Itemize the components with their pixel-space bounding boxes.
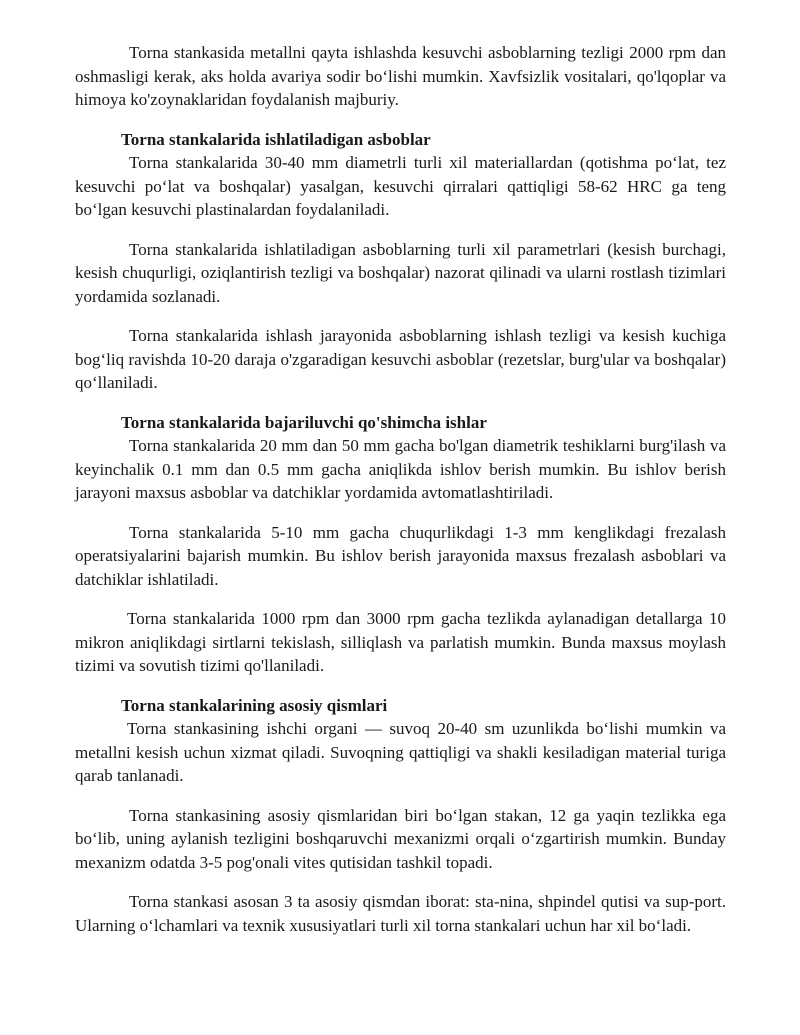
heading-tools: Torna stankalarida ishlatiladigan asboblar — [121, 129, 431, 149]
paragraph-polishing: Torna stankalarida 1000 rpm dan 3000 rpm gacha tezlikda aylanadigan detallarga 10 mikron aniqlikdagi sirtlarni tekislash, silliqlash va parlatish mumkin. Bunda maxsus moylash tizimi va sovutish tizimi qo'llaniladi. — [75, 609, 726, 675]
heading-additional-work: Torna stankalarida bajariluvchi qo'shimcha ishlar — [121, 412, 487, 432]
heading-main-parts: Torna stankalarining asosiy qismlari — [121, 695, 388, 715]
paragraph-working-organ: Torna stankasining ishchi organi — suvoq 20-40 sm uzunlikda bo‘lishi mumkin va metallni kesish uchun xizmat qiladi. Suvoqning qattiqligi va shakli kesiladigan material turiga qarab tanlanadi. — [75, 719, 726, 785]
paragraph-drilling: Torna stankalarida 20 mm dan 50 mm gacha bo'lgan diametrik teshiklarni burg'ilash va keyinchalik 0.1 mm dan 0.5 mm gacha aniqlikda ishlov berish mumkin. Bu ishlov berish jarayoni maxsus asboblar va datchiklar yordamida avtomatlashtiriladi. — [75, 436, 726, 502]
paragraph-safety: Torna stankasida metallni qayta ishlashda kesuvchi asboblarning tezligi 2000 rpm dan oshmasligi kerak, aks holda avariya sodir bo‘lishi mumkin. Xavfsizlik vositalari, qo'lqoplar va himoya ko'zoynaklaridan foydalanish majburiy. — [75, 43, 726, 109]
paragraph-milling: Torna stankalarida 5-10 mm gacha chuqurlikdagi 1-3 mm kenglikdagi frezalash operatsiyalarini bajarish mumkin. Bu ishlov berish jarayonida maxsus frezalash asboblari va datchiklar ishlatiladi. — [75, 522, 726, 589]
paragraph-tool-angles: Torna stankalarida ishlash jarayonida asboblarning ishlash tezligi va kesish kuchiga bog‘liq ravishda 10-20 daraja o'zgaradigan kesuvchi asboblar (rezetslar, burg'ular va boshqalar) qo‘llaniladi. — [75, 326, 726, 392]
paragraph-main-components: Torna stankasi asosan 3 ta asosiy qismdan iborat: sta-nina, shpindel qutisi va sup-port. Ularning o‘lchamlari va texnik xususiyatlari turli xil torna stankalari uchun har xil bo‘ladi. — [75, 892, 726, 935]
paragraph-speed-mechanism: Torna stankasining asosiy qismlaridan biri bo‘lgan stakan, 12 ga yaqin tezlikka ega bo‘lib, uning aylanish tezligini boshqaruvchi mexanizmi orqali o‘zgartirish mumkin. Bunday mexanizm odatda 3-5 pog'onali vites qutisidan tashkil topadi. — [75, 805, 726, 872]
document-page — [75, 41, 726, 937]
paragraph-cutting-plates: Torna stankalarida 30-40 mm diametrli turli xil materiallardan (qotishma po‘lat, tez kesuvchi po‘lat va boshqalar) yasalgan, kesuvchi qirralari qattiqligi 58-62 HRC ga teng bo‘lgan kesuvchi plastinalardan foydalaniladi. — [75, 153, 726, 219]
paragraph-tool-parameters: Torna stankalarida ishlatiladigan asboblarning turli xil parametrlari (kesish burchagi, kesish chuqurligi, oziqlantirish tezligi va boshqalar) nazorat qilinadi va ularni rostlash tizimlari yordamida sozlanadi. — [75, 239, 726, 306]
